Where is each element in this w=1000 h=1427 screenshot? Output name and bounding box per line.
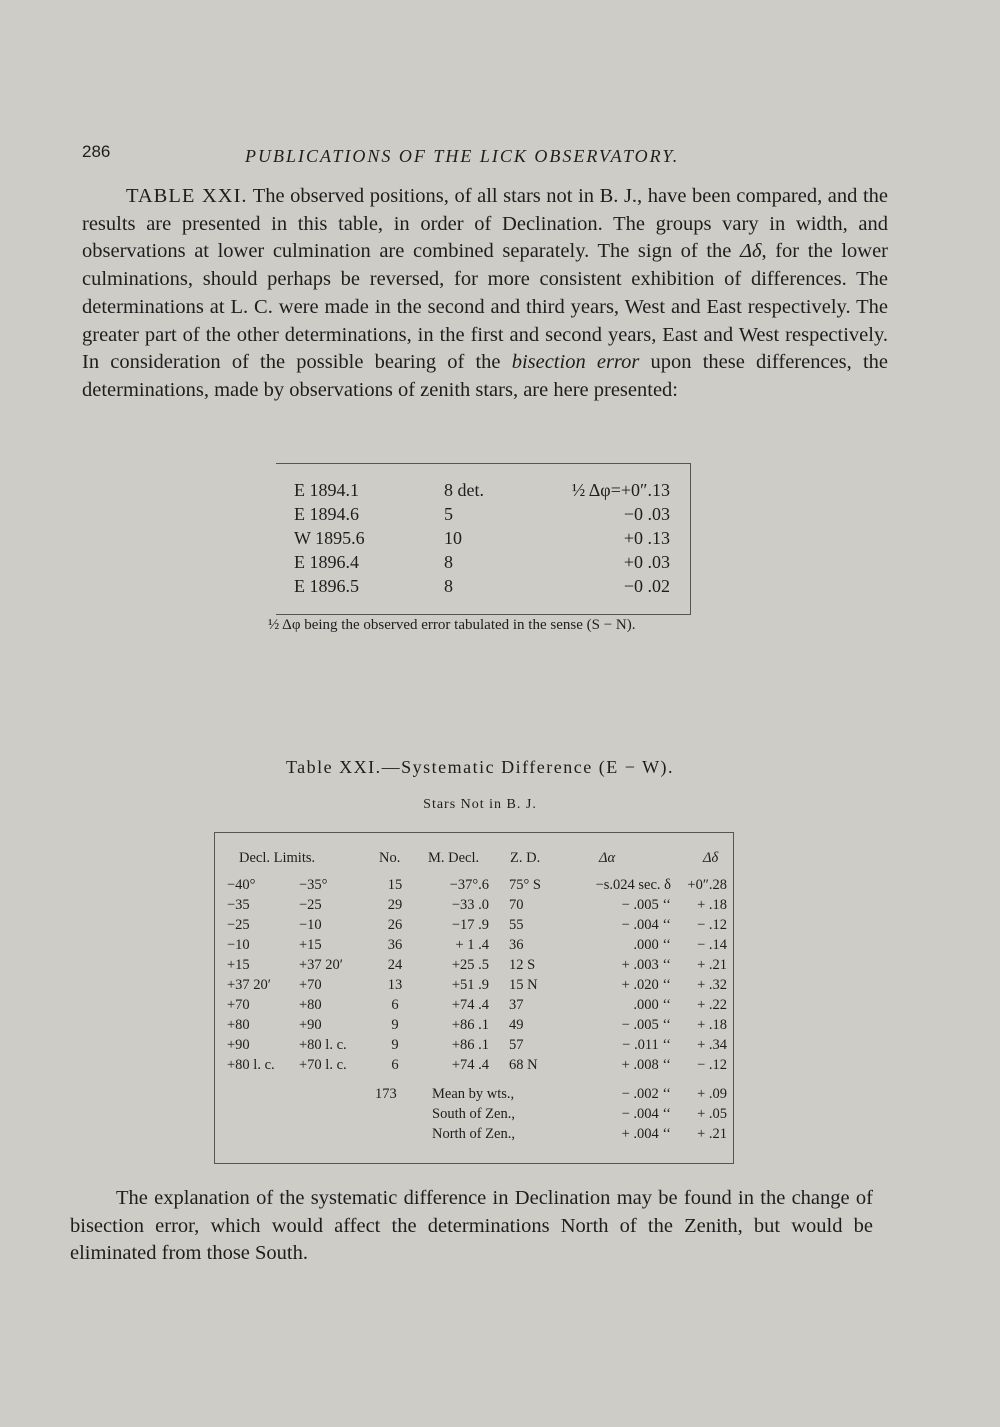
- intro-text-3: upon these differences, the determinations, made by observations of zenith stars, are here presented:: [82, 351, 888, 401]
- zenith-error: +0 .13: [623, 528, 670, 548]
- intro-paragraph: [82, 183, 888, 405]
- cell-lower-limit: +80: [227, 1017, 250, 1033]
- cell-delta-alpha: − .005 ‘‘: [621, 1017, 671, 1033]
- cell-mean-decl: −37°.6: [449, 877, 489, 893]
- page-number: 286: [82, 142, 111, 161]
- cell-upper-limit: +90: [299, 1017, 322, 1033]
- systematic-difference-table: [214, 832, 734, 1164]
- cell-lower-limit: −35: [227, 897, 250, 913]
- cell-mean-decl: +74 .4: [451, 1057, 489, 1073]
- cell-lower-limit: +37 20′: [227, 977, 271, 993]
- cell-lower-limit: −40°: [227, 877, 256, 893]
- cell-lower-limit: +70: [227, 997, 250, 1013]
- table-row: [215, 897, 733, 917]
- cell-zenith-distance: 57: [509, 1037, 524, 1053]
- running-head: PUBLICATIONS OF THE LICK OBSERVATORY.: [245, 146, 680, 166]
- header-delta-alpha: Δα: [599, 850, 616, 866]
- cell-upper-limit: +37 20′: [299, 957, 343, 973]
- zenith-error: −0 .02: [623, 576, 670, 596]
- zenith-row: [276, 576, 690, 600]
- cell-mean-decl: −17 .9: [451, 917, 489, 933]
- summary-label: North of Zen.,: [432, 1126, 515, 1142]
- cell-zenith-distance: 75° S: [509, 877, 541, 893]
- cell-delta-delta: +0″.28: [687, 877, 727, 893]
- summary-delta-alpha: − .004 ‘‘: [621, 1106, 671, 1122]
- cell-lower-limit: −25: [227, 917, 250, 933]
- summary-delta-delta: + .09: [697, 1086, 727, 1102]
- zenith-epoch: E 1894.6: [294, 504, 359, 524]
- cell-delta-alpha: + .003 ‘‘: [621, 957, 671, 973]
- cell-zenith-distance: 70: [509, 897, 524, 913]
- total-count: 173: [375, 1086, 397, 1102]
- table-row: [215, 1057, 733, 1077]
- main-table-subtitle: Stars Not in B. J.: [423, 797, 537, 812]
- table-row: [215, 937, 733, 957]
- zenith-det: 10: [444, 528, 462, 548]
- summary-delta-delta: + .21: [697, 1126, 727, 1142]
- cell-delta-delta: − .12: [697, 917, 727, 933]
- cell-mean-decl: +51 .9: [451, 977, 489, 993]
- cell-count: 29: [387, 897, 403, 913]
- zenith-det: 8 det.: [444, 480, 484, 500]
- cell-upper-limit: +70 l. c.: [299, 1057, 347, 1073]
- intro-lead: TABLE XXI.: [126, 185, 248, 207]
- cell-zenith-distance: 37: [509, 997, 524, 1013]
- cell-delta-alpha: + .020 ‘‘: [621, 977, 671, 993]
- cell-upper-limit: −10: [299, 917, 322, 933]
- cell-delta-delta: + .22: [697, 997, 727, 1013]
- zenith-epoch: E 1896.5: [294, 576, 359, 596]
- cell-delta-alpha: − .004 ‘‘: [621, 917, 671, 933]
- cell-upper-limit: +70: [299, 977, 322, 993]
- cell-delta-delta: + .21: [697, 957, 727, 973]
- cell-delta-alpha: .000 ‘‘: [633, 997, 671, 1013]
- cell-zenith-distance: 15 N: [509, 977, 538, 993]
- header-delta-delta: Δδ: [703, 850, 719, 866]
- cell-lower-limit: +15: [227, 957, 250, 973]
- cell-delta-delta: − .12: [697, 1057, 727, 1073]
- summary-delta-alpha: − .002 ‘‘: [621, 1086, 671, 1102]
- table-row: [215, 917, 733, 937]
- cell-lower-limit: +80 l. c.: [227, 1057, 275, 1073]
- summary-delta-delta: + .05: [697, 1106, 727, 1122]
- zenith-det: 5: [444, 504, 453, 524]
- cell-zenith-distance: 12 S: [509, 957, 536, 973]
- delta-symbol: Δδ: [739, 240, 762, 263]
- cell-count: 13: [387, 977, 403, 993]
- header-no: No.: [379, 850, 401, 866]
- summary-row: [215, 1106, 733, 1126]
- header-zenith-distance: Z. D.: [510, 850, 541, 866]
- zenith-error: −0 .03: [623, 504, 670, 524]
- cell-count: 9: [391, 1017, 399, 1033]
- cell-delta-delta: + .18: [697, 897, 727, 913]
- cell-lower-limit: −10: [227, 937, 250, 953]
- cell-delta-delta: + .34: [697, 1037, 727, 1053]
- zenith-row: [276, 528, 690, 552]
- cell-count: 24: [387, 957, 403, 973]
- cell-delta-alpha: .000 ‘‘: [633, 937, 671, 953]
- zenith-row: [276, 480, 690, 504]
- zenith-error: ½ Δφ=+0″.13: [571, 480, 670, 500]
- cell-upper-limit: −35°: [299, 877, 328, 893]
- cell-zenith-distance: 55: [509, 917, 524, 933]
- cell-count: 26: [387, 917, 403, 933]
- zenith-epoch: E 1896.4: [294, 552, 359, 572]
- zenith-error: +0 .03: [623, 552, 670, 572]
- zenith-epoch: W 1895.6: [294, 528, 365, 548]
- cell-count: 6: [391, 1057, 399, 1073]
- cell-mean-decl: −33 .0: [451, 897, 489, 913]
- summary-label: South of Zen.,: [432, 1106, 515, 1122]
- bisection-error-emphasis: bisection error: [511, 351, 640, 374]
- zenith-row: [276, 552, 690, 576]
- zenith-epoch: E 1894.1: [294, 480, 359, 500]
- cell-mean-decl: +25 .5: [451, 957, 489, 973]
- table-row: [215, 997, 733, 1017]
- cell-zenith-distance: 68 N: [509, 1057, 538, 1073]
- table-row: [215, 1037, 733, 1057]
- closing-paragraph: The explanation of the systematic difference in Declination may be found in the change of bisection error, which would affect the determinations North of the Zenith, but would be eliminated from those South.: [70, 1187, 873, 1264]
- summary-label: Mean by wts.,: [432, 1086, 515, 1102]
- intro-text-1: The observed positions, of all stars not in B. J., have been compared, and the results are presented in this table, in order of Declination. The groups vary in width, and observations at lower culmination are combined separately. The sign of the: [82, 185, 888, 263]
- cell-zenith-distance: 49: [509, 1017, 524, 1033]
- cell-mean-decl: +74 .4: [451, 997, 489, 1013]
- cell-count: 36: [387, 937, 403, 953]
- table-header-row: [215, 850, 733, 870]
- cell-delta-alpha: − .011 ‘‘: [622, 1037, 671, 1053]
- cell-delta-alpha: − .005 ‘‘: [621, 897, 671, 913]
- cell-count: 15: [387, 877, 403, 893]
- table-row: [215, 957, 733, 977]
- zenith-det: 8: [444, 552, 453, 572]
- cell-zenith-distance: 36: [509, 937, 524, 953]
- table-row: [215, 877, 733, 897]
- zenith-row: [276, 504, 690, 528]
- cell-delta-alpha: −s.024 sec. δ: [595, 877, 671, 893]
- cell-upper-limit: +80: [299, 997, 322, 1013]
- summary-row: [215, 1126, 733, 1146]
- cell-delta-delta: + .18: [697, 1017, 727, 1033]
- zenith-det: 8: [444, 576, 453, 596]
- cell-delta-alpha: + .008 ‘‘: [621, 1057, 671, 1073]
- header-mean-decl: M. Decl.: [428, 850, 480, 866]
- intro-text-2: , for the lower culminations, should perhaps be reversed, for more consistent exhibition of differences. The determinations at L. C. were made in the second and third years, West and East respectively. The greater part of the other determinations, in the first and second years, East and West respectively. In consideration of the possible bearing of the: [82, 240, 889, 374]
- cell-lower-limit: +90: [227, 1037, 250, 1053]
- header-decl-limits: Decl. Limits.: [239, 850, 316, 866]
- cell-mean-decl: +86 .1: [451, 1037, 489, 1053]
- cell-delta-delta: − .14: [697, 937, 727, 953]
- main-table-title: Table XXI.—Systematic Difference (E − W).: [285, 757, 675, 777]
- cell-upper-limit: +15: [299, 937, 322, 953]
- cell-count: 9: [391, 1037, 399, 1053]
- cell-mean-decl: +86 .1: [451, 1017, 489, 1033]
- cell-upper-limit: +80 l. c.: [299, 1037, 347, 1053]
- cell-upper-limit: −25: [299, 897, 322, 913]
- table-row: [215, 1017, 733, 1037]
- summary-delta-alpha: + .004 ‘‘: [621, 1126, 671, 1142]
- table-row: [215, 977, 733, 997]
- cell-delta-delta: + .32: [697, 977, 727, 993]
- cell-count: 6: [391, 997, 399, 1013]
- zenith-determinations-table: [276, 463, 691, 615]
- summary-row: [215, 1086, 733, 1106]
- cell-mean-decl: + 1 .4: [455, 937, 489, 953]
- zenith-table-note: ½ Δφ being the observed error tabulated in the sense (S − N).: [268, 617, 636, 633]
